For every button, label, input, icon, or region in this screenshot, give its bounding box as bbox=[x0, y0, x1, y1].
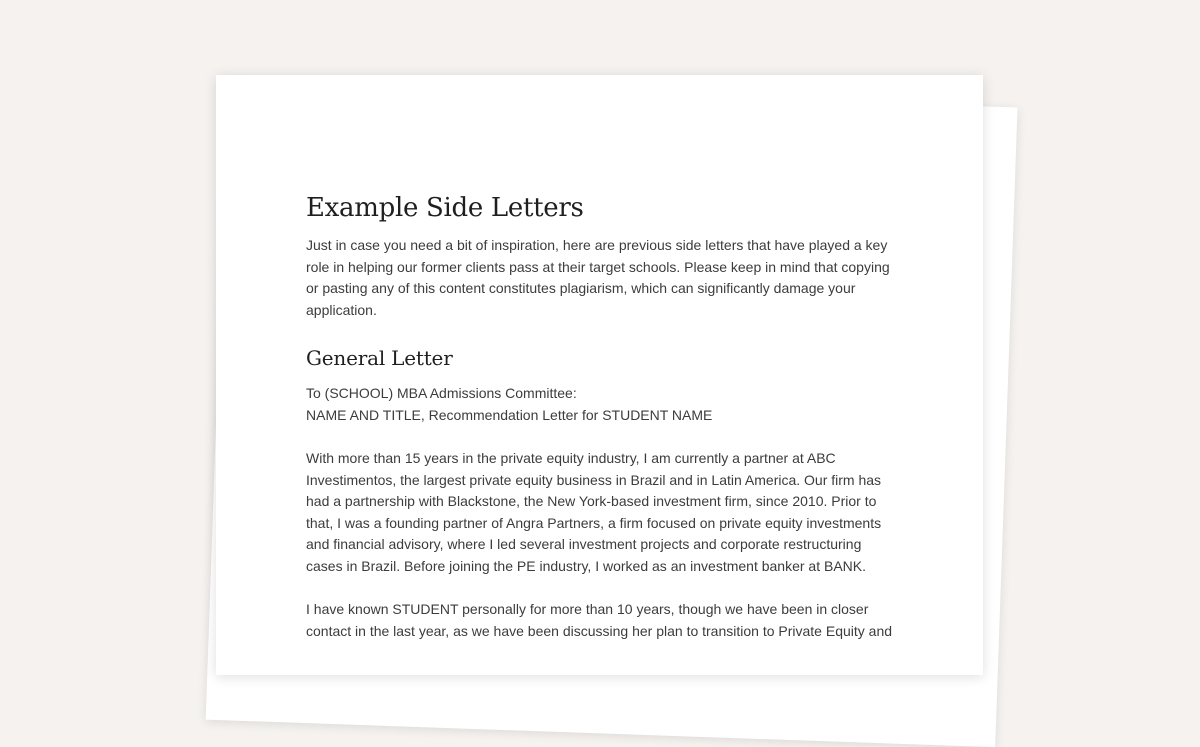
intro-paragraph: Just in case you need a bit of inspiration, here are previous side letters that have played a key role in helping our former clients pass at their target schools. Please keep in mind that copying or pasting any of this content constitutes plagiarism, which can significantly damage your application. bbox=[306, 237, 890, 318]
letter-address bbox=[306, 383, 896, 426]
document-page bbox=[216, 75, 983, 675]
address-line-subject: NAME AND TITLE, Recommendation Letter for STUDENT NAME bbox=[306, 406, 713, 423]
address-line-recipient: To (SCHOOL) MBA Admissions Committee: bbox=[306, 385, 577, 401]
section-title: General Letter bbox=[306, 346, 453, 370]
letter-paragraph: With more than 15 years in the private equity industry, I am currently a partner at ABC Investimentos, the largest private equity business in Brazil and in Latin America. Our firm has had a partnership with Blackstone, the New York-based investment firm, since 2010. Prior to that, I was a founding partner of Angra Partners, a firm focused on private equity investments and financial advisory, where I led several investment projects and corporate restructuring cases in Brazil. Before joining the PE industry, I worked as an investment banker at BANK. bbox=[306, 450, 882, 574]
document-content bbox=[306, 191, 896, 642]
letter-paragraph: I have known STUDENT personally for more than 10 years, though we have been in closer contact in the last year, as we have been discussing her plan to transition to Private Equity and bbox=[306, 601, 893, 639]
document-title: Example Side Letters bbox=[306, 193, 584, 223]
